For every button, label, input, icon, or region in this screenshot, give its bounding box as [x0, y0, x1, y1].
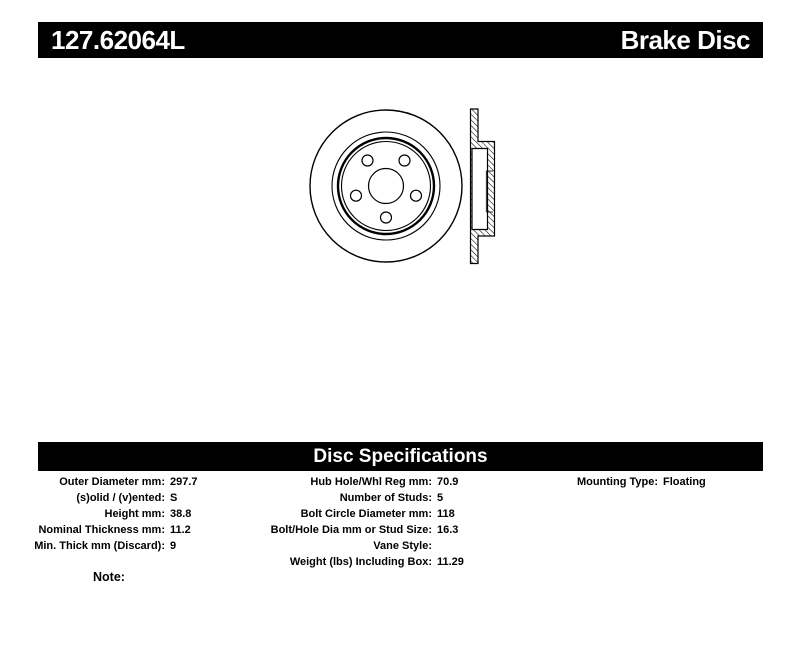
spec-row	[25, 474, 198, 490]
spec-label: Vane Style:	[373, 540, 432, 552]
spec-label: Outer Diameter mm:	[59, 476, 165, 488]
spec-row	[257, 538, 464, 554]
spec-value: 11.29	[437, 556, 464, 568]
spec-value: 118	[437, 508, 455, 520]
brake-disc-front-view	[310, 110, 462, 262]
spec-value: 38.8	[170, 508, 192, 520]
stud-hole	[351, 190, 362, 201]
spec-value: 5	[437, 492, 444, 504]
spec-row	[25, 506, 198, 522]
spec-value: 297.7	[170, 476, 198, 488]
spec-row	[558, 474, 706, 490]
spec-label: Min. Thick mm (Discard):	[34, 540, 165, 552]
spec-row	[257, 490, 464, 506]
stud-hole	[411, 190, 422, 201]
spec-column-hub-and-studs	[257, 474, 464, 570]
spec-label: Nominal Thickness mm:	[38, 524, 165, 536]
spec-row	[257, 506, 464, 522]
stud-holes	[351, 155, 422, 223]
spec-label: Bolt/Hole Dia mm or Stud Size:	[270, 524, 432, 536]
spec-label: Hub Hole/Whl Reg mm:	[310, 476, 432, 488]
spec-label: Number of Studs:	[339, 492, 432, 504]
stud-hole	[381, 212, 392, 223]
spec-row	[25, 522, 198, 538]
hub-hole-circle	[369, 169, 404, 204]
cross-section-outline	[471, 109, 495, 264]
spec-column-mounting	[558, 474, 706, 490]
spec-row	[257, 554, 464, 570]
spec-row	[257, 522, 464, 538]
header-bar	[38, 22, 763, 58]
spec-column-dimensions	[25, 474, 198, 554]
friction-surface-inner-circle	[332, 132, 440, 240]
spec-value: Floating	[663, 476, 706, 488]
spec-label: Weight (lbs) Including Box:	[289, 556, 432, 568]
spec-section-header-bar	[38, 442, 763, 471]
spec-label: Mounting Type:	[576, 476, 658, 488]
hat-inner-circle	[342, 142, 431, 231]
hat-edge-bold-circle	[338, 138, 434, 234]
outer-diameter-circle	[310, 110, 462, 262]
spec-label: Bolt Circle Diameter mm:	[300, 508, 432, 520]
stud-hole	[399, 155, 410, 166]
spec-label: Height mm:	[104, 508, 165, 520]
product-type-title: Brake Disc	[620, 24, 750, 55]
note-label: Note:	[93, 570, 125, 584]
spec-section-title: Disc Specifications	[313, 445, 488, 467]
spec-value: 9	[170, 540, 177, 552]
spec-row	[25, 538, 198, 554]
brake-disc-side-view	[471, 109, 495, 264]
part-number: 127.62064L	[51, 24, 185, 55]
spec-value: S	[170, 492, 178, 504]
spec-value: 11.2	[170, 524, 191, 536]
spec-row	[257, 474, 464, 490]
spec-value: 70.9	[437, 476, 459, 488]
stud-hole	[362, 155, 373, 166]
spec-label: (s)olid / (v)ented:	[76, 492, 165, 504]
spec-value: 16.3	[437, 524, 459, 536]
spec-row	[25, 490, 198, 506]
